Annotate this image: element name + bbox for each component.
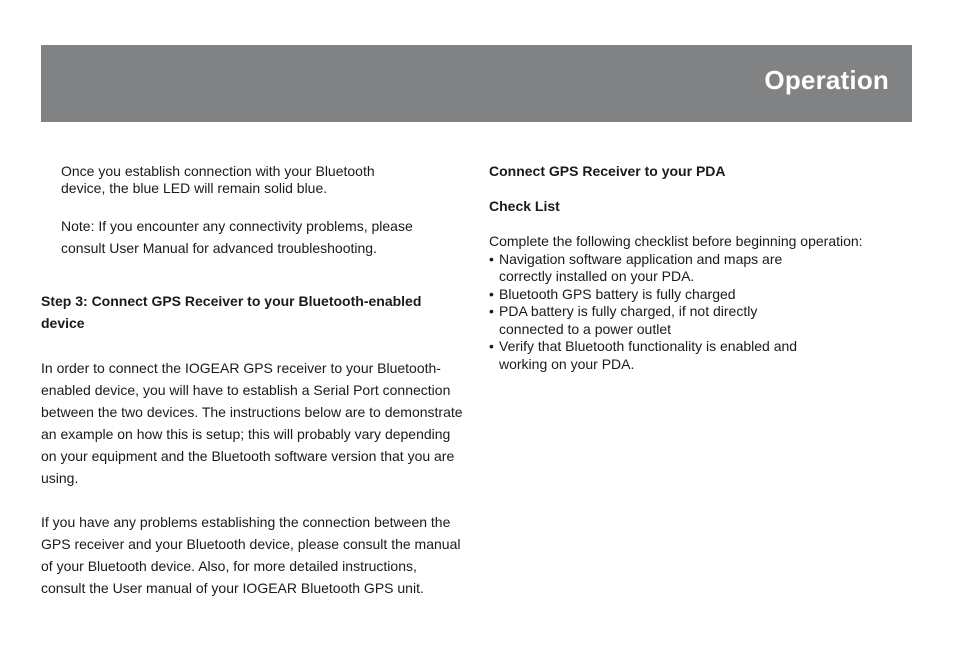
paragraph-line: on your equipment and the Bluetooth software version that you are [41,448,455,464]
bullet-icon: • [489,303,494,319]
page-title: Operation [764,65,889,95]
paragraph-line: enabled device, you will have to establish a Serial Port connection [41,382,451,398]
paragraph-line: GPS receiver and your Bluetooth device, please consult the manual [41,536,461,552]
led-text-line: Once you establish connection with your Bluetooth [61,163,375,179]
paragraph-line: In order to connect the IOGEAR GPS receiver to your Bluetooth- [41,360,441,376]
bullet-icon: • [489,250,494,267]
intro-paragraph [41,357,483,489]
paragraph-line: consult the User manual of your IOGEAR Bluetooth GPS unit. [41,580,424,596]
note-block [41,215,483,259]
paragraph-line: If you have any problems establishing the connection between the [41,514,451,530]
bullet-icon: • [489,285,494,302]
step-3-heading [41,290,483,334]
checklist-item-text: Verify that Bluetooth functionality is enabled and working on your PDA. [499,338,798,372]
section-heading: Connect GPS Receiver to your PDA [489,163,726,179]
problems-paragraph [41,511,483,599]
step-heading-line: Step 3: Connect GPS Receiver to your Bluetooth-enabled [41,293,422,309]
paragraph-line: an example on how this is setup; this will probably vary depending [41,426,451,442]
checklist-item-text: Bluetooth GPS battery is fully charged [499,285,736,302]
checklist-item [489,286,909,304]
left-column [41,163,483,599]
checklist-item [489,303,909,338]
checklist-item [489,251,909,286]
right-column [489,163,909,373]
header-bar [41,45,912,122]
checklist-heading: Check List [489,198,560,214]
note-text-line: Note: If you encounter any connectivity problems, please [61,218,413,234]
checklist-item-text: Navigation software application and maps are correctly installed on your PDA. [499,250,783,284]
note-text-line: consult User Manual for advanced troubleshooting. [61,240,377,256]
bullet-icon: • [489,338,494,354]
paragraph-line: of your Bluetooth device. Also, for more detailed instructions, [41,558,417,574]
step-heading-line: device [41,315,85,331]
paragraph-line: using. [41,470,79,486]
paragraph-line: between the two devices. The instructions below are to demonstrate [41,404,463,420]
checklist-intro: Complete the following checklist before beginning operation: [489,233,863,249]
checklist-item [489,338,909,373]
led-text-line: device, the blue LED will remain solid blue. [61,180,328,196]
led-info [41,163,483,197]
checklist [489,251,909,374]
checklist-item-text: PDA battery is fully charged, if not directly connected to a power outlet [499,303,758,337]
